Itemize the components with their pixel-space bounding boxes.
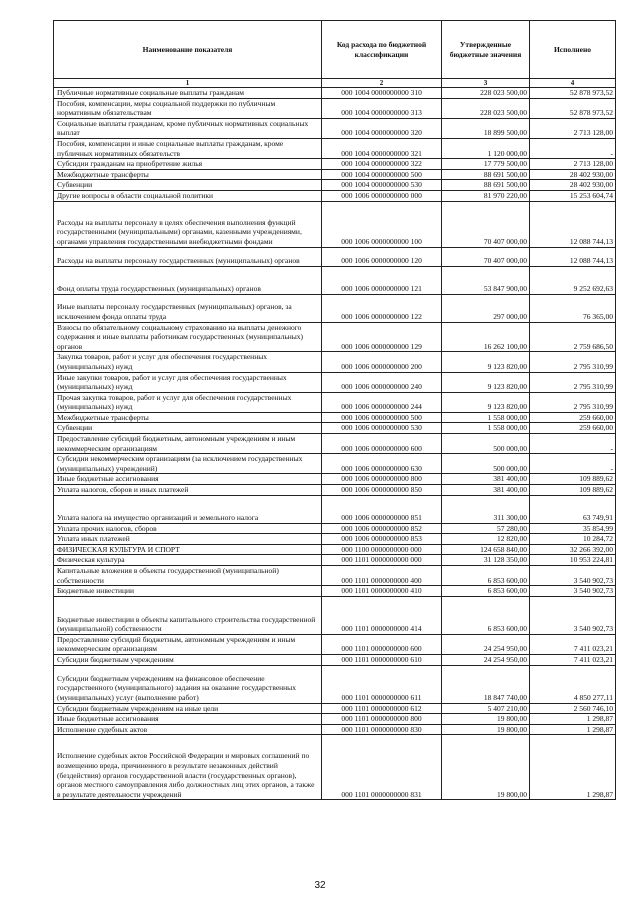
row-name: Межбюджетные трансферты xyxy=(54,169,322,180)
row-code: 000 1006 0000000000 530 xyxy=(322,423,442,434)
table-row xyxy=(54,474,616,485)
row-executed: 1 298,87 xyxy=(530,714,616,725)
row-code: 000 1004 0000000000 310 xyxy=(322,88,442,99)
row-code: 000 1101 0000000000 612 xyxy=(322,703,442,714)
row-executed: 2 713 128,00 xyxy=(530,159,616,170)
row-name: Прочая закупка товаров, работ и услуг для обеспечения государственных (муниципальных) нужд xyxy=(54,392,322,412)
table-row xyxy=(54,485,616,496)
row-approved: 124 658 840,00 xyxy=(442,544,530,555)
row-code: 000 1006 0000000000 630 xyxy=(322,454,442,474)
table-row xyxy=(54,190,616,201)
row-executed: 7 411 023,21 xyxy=(530,634,616,654)
row-approved: 19 800,00 xyxy=(442,735,530,800)
row-approved: 19 800,00 xyxy=(442,714,530,725)
row-approved: 5 407 210,00 xyxy=(442,703,530,714)
table-row xyxy=(54,534,616,545)
table-row xyxy=(54,555,616,566)
row-code: 000 1006 0000000000 100 xyxy=(322,201,442,247)
row-name: Публичные нормативные социальные выплаты гражданам xyxy=(54,88,322,99)
row-code: 000 1004 0000000000 321 xyxy=(322,138,442,158)
row-name: Социальные выплаты гражданам, кроме публичных нормативных социальных выплат xyxy=(54,118,322,138)
row-approved: 70 407 000,00 xyxy=(442,247,530,266)
row-approved: 500 000,00 xyxy=(442,434,530,454)
table-row xyxy=(54,392,616,412)
row-approved: 19 800,00 xyxy=(442,724,530,735)
row-name: Другие вопросы в области социальной политики xyxy=(54,190,322,201)
row-executed: 109 889,62 xyxy=(530,485,616,496)
table-row xyxy=(54,266,616,294)
table-row xyxy=(54,495,616,523)
table-row xyxy=(54,586,616,597)
row-code: 000 1006 0000000000 851 xyxy=(322,495,442,523)
row-name: Межбюджетные трансферты xyxy=(54,412,322,423)
row-executed: 2 795 310,99 xyxy=(530,372,616,392)
row-name: Иные бюджетные ассигнования xyxy=(54,714,322,725)
row-code: 000 1101 0000000000 611 xyxy=(322,665,442,703)
table-header-row xyxy=(54,21,616,79)
row-name: Субсидии гражданам на приобретение жилья xyxy=(54,159,322,170)
row-executed: 63 749,91 xyxy=(530,495,616,523)
table-row xyxy=(54,654,616,665)
row-executed: 3 540 902,73 xyxy=(530,586,616,597)
row-name: Взносы по обязательному социальному страхованию на выплаты денежного содержания и иные выплаты работникам государственных (муниципальных) органов xyxy=(54,322,322,352)
row-approved: 53 847 900,00 xyxy=(442,266,530,294)
row-executed: 259 660,00 xyxy=(530,412,616,423)
row-approved: 311 300,00 xyxy=(442,495,530,523)
row-code: 000 1006 0000000000 852 xyxy=(322,523,442,534)
header-code: Код расхода по бюджетной классификации xyxy=(322,21,442,79)
row-code: 000 1004 0000000000 320 xyxy=(322,118,442,138)
row-code: 000 1006 0000000000 850 xyxy=(322,485,442,496)
table-row xyxy=(54,201,616,247)
row-code: 000 1004 0000000000 322 xyxy=(322,159,442,170)
row-name: Иные выплаты персоналу государственных (муниципальных) органов, за исключением фонда оплаты труда xyxy=(54,294,322,322)
row-executed: 2 795 310,99 xyxy=(530,392,616,412)
table-row xyxy=(54,372,616,392)
row-executed: 28 402 930,00 xyxy=(530,169,616,180)
row-approved: 6 853 600,00 xyxy=(442,596,530,634)
table-row xyxy=(54,352,616,372)
table-row xyxy=(54,454,616,474)
row-approved: 9 123 820,00 xyxy=(442,372,530,392)
row-name: Пособия, компенсации, меры социальной поддержки по публичным нормативным обязательствам xyxy=(54,98,322,118)
table-row xyxy=(54,169,616,180)
row-name: Уплата прочих налогов, сборов xyxy=(54,523,322,534)
table-row xyxy=(54,566,616,586)
row-executed: 28 402 930,00 xyxy=(530,180,616,191)
row-name: Исполнение судебных актов Российской Федерации и мировых соглашений по возмещению вреда, причиненного в результате незаконных действий (бездействия) органов государственной власти (государственных органов), органов местного самоуправления либо должностных лиц этих органов, а также в результате деятельности учреждений xyxy=(54,735,322,800)
row-code: 000 1006 0000000000 500 xyxy=(322,412,442,423)
row-code: 000 1006 0000000000 800 xyxy=(322,474,442,485)
table-row xyxy=(54,714,616,725)
row-executed: 3 540 902,73 xyxy=(530,566,616,586)
row-name: Уплата налогов, сборов и иных платежей xyxy=(54,485,322,496)
row-name: Расходы на выплаты персоналу в целях обеспечения выполнения функций государственными (муниципальными) органами, казенными учреждениями, органами управления государственными внебюджетными фондами xyxy=(54,201,322,247)
table-row xyxy=(54,523,616,534)
row-code: 000 1101 0000000000 600 xyxy=(322,634,442,654)
row-name: Фонд оплаты труда государственных (муниципальных) органов xyxy=(54,266,322,294)
row-approved: 228 023 500,00 xyxy=(442,98,530,118)
budget-execution-table xyxy=(53,20,616,800)
row-approved: 57 280,00 xyxy=(442,523,530,534)
header-name: Наименование показателя xyxy=(54,21,322,79)
row-approved: 1 558 000,00 xyxy=(442,412,530,423)
table-row xyxy=(54,596,616,634)
row-executed: 12 088 744,13 xyxy=(530,247,616,266)
row-code: 000 1006 0000000000 600 xyxy=(322,434,442,454)
row-approved: 1 120 000,00 xyxy=(442,138,530,158)
row-executed: 109 889,62 xyxy=(530,474,616,485)
row-approved: 6 853 600,00 xyxy=(442,566,530,586)
row-approved: 381 400,00 xyxy=(442,474,530,485)
row-approved: 1 558 000,00 xyxy=(442,423,530,434)
row-executed: 1 298,87 xyxy=(530,735,616,800)
row-approved: 9 123 820,00 xyxy=(442,392,530,412)
row-code: 000 1101 0000000000 831 xyxy=(322,735,442,800)
row-name: Иные бюджетные ассигнования xyxy=(54,474,322,485)
row-code: 000 1006 0000000000 120 xyxy=(322,247,442,266)
row-executed: 2 560 746,10 xyxy=(530,703,616,714)
header-approved: Утвержденные бюджетные значения xyxy=(442,21,530,79)
row-name: Субсидии бюджетным учреждениям xyxy=(54,654,322,665)
row-code: 000 1006 0000000000 121 xyxy=(322,266,442,294)
row-executed: 9 252 692,63 xyxy=(530,266,616,294)
row-executed: - xyxy=(530,434,616,454)
column-number: 1 xyxy=(54,79,322,88)
table-row xyxy=(54,322,616,352)
row-code: 000 1101 0000000000 400 xyxy=(322,566,442,586)
row-approved: 6 853 600,00 xyxy=(442,586,530,597)
row-approved: 18 847 740,00 xyxy=(442,665,530,703)
table-row xyxy=(54,294,616,322)
row-name: Закупка товаров, работ и услуг для обеспечения государственных (муниципальных) нужд xyxy=(54,352,322,372)
table-row xyxy=(54,88,616,99)
column-number-row xyxy=(54,79,616,88)
column-number: 2 xyxy=(322,79,442,88)
row-executed: 76 365,00 xyxy=(530,294,616,322)
row-code: 000 1101 0000000000 610 xyxy=(322,654,442,665)
row-code: 000 1004 0000000000 500 xyxy=(322,169,442,180)
row-executed: 10 284,72 xyxy=(530,534,616,545)
row-name: Субсидии бюджетным учреждениям на иные цели xyxy=(54,703,322,714)
column-number: 3 xyxy=(442,79,530,88)
row-executed: 2 759 686,50 xyxy=(530,322,616,352)
page-number: 32 xyxy=(314,880,326,891)
table-row xyxy=(54,180,616,191)
row-name: ФИЗИЧЕСКАЯ КУЛЬТУРА И СПОРТ xyxy=(54,544,322,555)
row-code: 000 1101 0000000000 414 xyxy=(322,596,442,634)
table-row xyxy=(54,98,616,118)
table-row xyxy=(54,665,616,703)
row-code: 000 1006 0000000000 122 xyxy=(322,294,442,322)
row-executed: 52 878 973,52 xyxy=(530,98,616,118)
row-name: Субсидии бюджетным учреждениям на финансовое обеспечение государственного (муниципального) задания на оказание государственных (муниципальных) услуг (выполнение работ) xyxy=(54,665,322,703)
row-code: 000 1006 0000000000 200 xyxy=(322,352,442,372)
header-executed: Исполнено xyxy=(530,21,616,79)
table-row xyxy=(54,412,616,423)
row-code: 000 1101 0000000000 800 xyxy=(322,714,442,725)
row-code: 000 1004 0000000000 313 xyxy=(322,98,442,118)
row-approved: 88 691 500,00 xyxy=(442,169,530,180)
row-executed: 52 878 973,52 xyxy=(530,88,616,99)
row-name: Иные закупки товаров, работ и услуг для обеспечения государственных (муниципальных) нужд xyxy=(54,372,322,392)
row-executed: - xyxy=(530,138,616,158)
row-name: Расходы на выплаты персоналу государственных (муниципальных) органов xyxy=(54,247,322,266)
row-approved: 9 123 820,00 xyxy=(442,352,530,372)
row-approved: 228 023 500,00 xyxy=(442,88,530,99)
row-name: Предоставление субсидий бюджетным, автономным учреждениям и иным некоммерческим организациям xyxy=(54,434,322,454)
row-approved: 381 400,00 xyxy=(442,485,530,496)
row-approved: 81 970 220,00 xyxy=(442,190,530,201)
row-approved: 17 779 500,00 xyxy=(442,159,530,170)
row-approved: 24 254 950,00 xyxy=(442,654,530,665)
row-executed: 2 713 128,00 xyxy=(530,118,616,138)
row-name: Бюджетные инвестиции xyxy=(54,586,322,597)
row-name: Физическая культура xyxy=(54,555,322,566)
row-code: 000 1100 0000000000 000 xyxy=(322,544,442,555)
row-code: 000 1101 0000000000 830 xyxy=(322,724,442,735)
row-approved: 297 000,00 xyxy=(442,294,530,322)
row-executed: 35 854,99 xyxy=(530,523,616,534)
row-approved: 16 262 100,00 xyxy=(442,322,530,352)
row-code: 000 1101 0000000000 410 xyxy=(322,586,442,597)
row-name: Исполнение судебных актов xyxy=(54,724,322,735)
row-approved: 88 691 500,00 xyxy=(442,180,530,191)
table-row xyxy=(54,138,616,158)
row-name: Субсидии некоммерческим организациям (за исключением государственных (муниципальных) учреждений) xyxy=(54,454,322,474)
table-row xyxy=(54,118,616,138)
row-name: Капитальные вложения в объекты государственной (муниципальной) собственности xyxy=(54,566,322,586)
row-executed: 12 088 744,13 xyxy=(530,201,616,247)
row-executed: 7 411 023,21 xyxy=(530,654,616,665)
row-name: Уплата налога на имущество организаций и земельного налога xyxy=(54,495,322,523)
row-name: Субвенции xyxy=(54,180,322,191)
row-executed: 1 298,87 xyxy=(530,724,616,735)
row-name: Бюджетные инвестиции в объекты капитального строительства государственной (муниципальной) собственности xyxy=(54,596,322,634)
table-row xyxy=(54,634,616,654)
row-code: 000 1006 0000000000 000 xyxy=(322,190,442,201)
row-code: 000 1006 0000000000 244 xyxy=(322,392,442,412)
table-row xyxy=(54,423,616,434)
table-row xyxy=(54,159,616,170)
row-approved: 18 899 500,00 xyxy=(442,118,530,138)
row-approved: 500 000,00 xyxy=(442,454,530,474)
table-row xyxy=(54,247,616,266)
row-code: 000 1004 0000000000 530 xyxy=(322,180,442,191)
row-executed: 15 253 604,74 xyxy=(530,190,616,201)
row-approved: 70 407 000,00 xyxy=(442,201,530,247)
row-code: 000 1006 0000000000 129 xyxy=(322,322,442,352)
table-row xyxy=(54,544,616,555)
row-executed: - xyxy=(530,454,616,474)
row-name: Предоставление субсидий бюджетным, автономным учреждениям и иным некоммерческим организациям xyxy=(54,634,322,654)
column-number: 4 xyxy=(530,79,616,88)
table-row xyxy=(54,735,616,800)
row-code: 000 1006 0000000000 240 xyxy=(322,372,442,392)
row-name: Субвенции xyxy=(54,423,322,434)
row-approved: 31 128 350,00 xyxy=(442,555,530,566)
row-approved: 24 254 950,00 xyxy=(442,634,530,654)
table-row xyxy=(54,724,616,735)
row-executed: 4 850 277,11 xyxy=(530,665,616,703)
row-code: 000 1101 0000000000 000 xyxy=(322,555,442,566)
row-code: 000 1006 0000000000 853 xyxy=(322,534,442,545)
row-executed: 32 266 392,00 xyxy=(530,544,616,555)
table-row xyxy=(54,434,616,454)
row-name: Уплата иных платежей xyxy=(54,534,322,545)
row-executed: 259 660,00 xyxy=(530,423,616,434)
table-row xyxy=(54,703,616,714)
row-executed: 10 953 224,81 xyxy=(530,555,616,566)
row-approved: 12 820,00 xyxy=(442,534,530,545)
row-executed: 2 795 310,99 xyxy=(530,352,616,372)
row-name: Пособия, компенсации и иные социальные выплаты гражданам, кроме публичных нормативных обязательств xyxy=(54,138,322,158)
row-executed: 3 540 902,73 xyxy=(530,596,616,634)
